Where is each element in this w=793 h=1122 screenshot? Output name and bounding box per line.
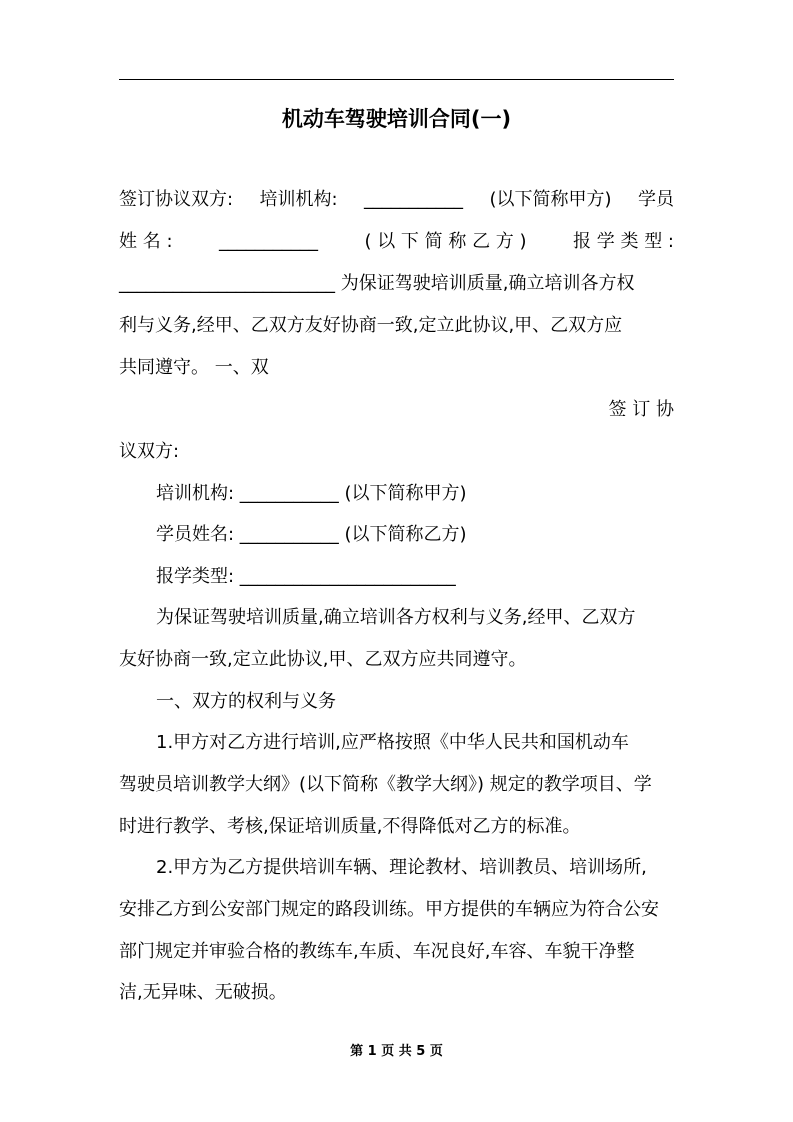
- intro-line-5: 共同遵守。 一、双: [119, 357, 269, 378]
- section-heading: 一、双方的权利与义务: [156, 691, 336, 712]
- intro-name-blank: ___________: [218, 231, 318, 252]
- item1-line-2: 驾驶员培训教学大纲》(以下简称《教学大纲》) 规定的教学项目、学: [119, 774, 652, 795]
- intro-party-a-note: (以下简称甲方): [489, 189, 612, 210]
- intro-institution-label: 培训机构:: [259, 189, 338, 210]
- item2-line-1: 2.甲方为乙方提供培训车辆、理论教材、培训教员、培训场所,: [156, 857, 647, 878]
- purpose-line-2: 友好协商一致,定立此协议,甲、乙双方应共同遵守。: [119, 649, 527, 670]
- item1-line-1: 1.甲方对乙方进行培训,应严格按照《中华人民共和国机动车: [156, 732, 629, 753]
- intro-name-label: 姓 名 :: [119, 231, 173, 252]
- intro-parties-label: 签订协议双方:: [119, 189, 234, 210]
- intro-line-7: 议双方:: [119, 441, 180, 462]
- field-institution: 培训机构: ___________ (以下简称甲方): [156, 483, 467, 504]
- item2-line-3: 部门规定并审验合格的教练车,车质、车况良好,车容、车貌干净整: [119, 941, 635, 962]
- intro-line-3: ________________________ 为保证驾驶培训质量,确立培训各方权: [119, 273, 635, 294]
- intro-type-label: 报 学 类 型 :: [573, 231, 674, 252]
- field-license-type: 报学类型: ________________________: [156, 566, 456, 587]
- header-rule: [119, 79, 674, 80]
- intro-party-b-note: ( 以 下 简 称 乙 方 ): [364, 231, 527, 252]
- field-student-name: 学员姓名: ___________ (以下简称乙方): [156, 524, 467, 545]
- purpose-line-1: 为保证驾驶培训质量,确立培训各方权利与义务,经甲、乙双方: [156, 607, 636, 628]
- intro-line-1: [119, 188, 674, 212]
- page-number: 第 1 页 共 5 页: [350, 1044, 443, 1059]
- document-title: 机动车驾驶培训合同(一): [281, 107, 512, 131]
- item1-line-3: 时进行教学、考核,保证培训质量,不得降低对乙方的标准。: [119, 816, 581, 837]
- intro-line-2: [119, 230, 674, 254]
- intro-student-label: 学员: [637, 189, 674, 210]
- intro-line-4: 利与义务,经甲、乙双方友好协商一致,定立此协议,甲、乙双方应: [119, 315, 623, 336]
- item2-line-4: 洁,无异味、无破损。: [119, 982, 287, 1003]
- intro-line-6: 签 订 协: [608, 399, 674, 420]
- intro-institution-blank: ___________: [364, 189, 464, 210]
- item2-line-2: 安排乙方到公安部门规定的路段训练。甲方提供的车辆应为符合公安: [119, 899, 659, 920]
